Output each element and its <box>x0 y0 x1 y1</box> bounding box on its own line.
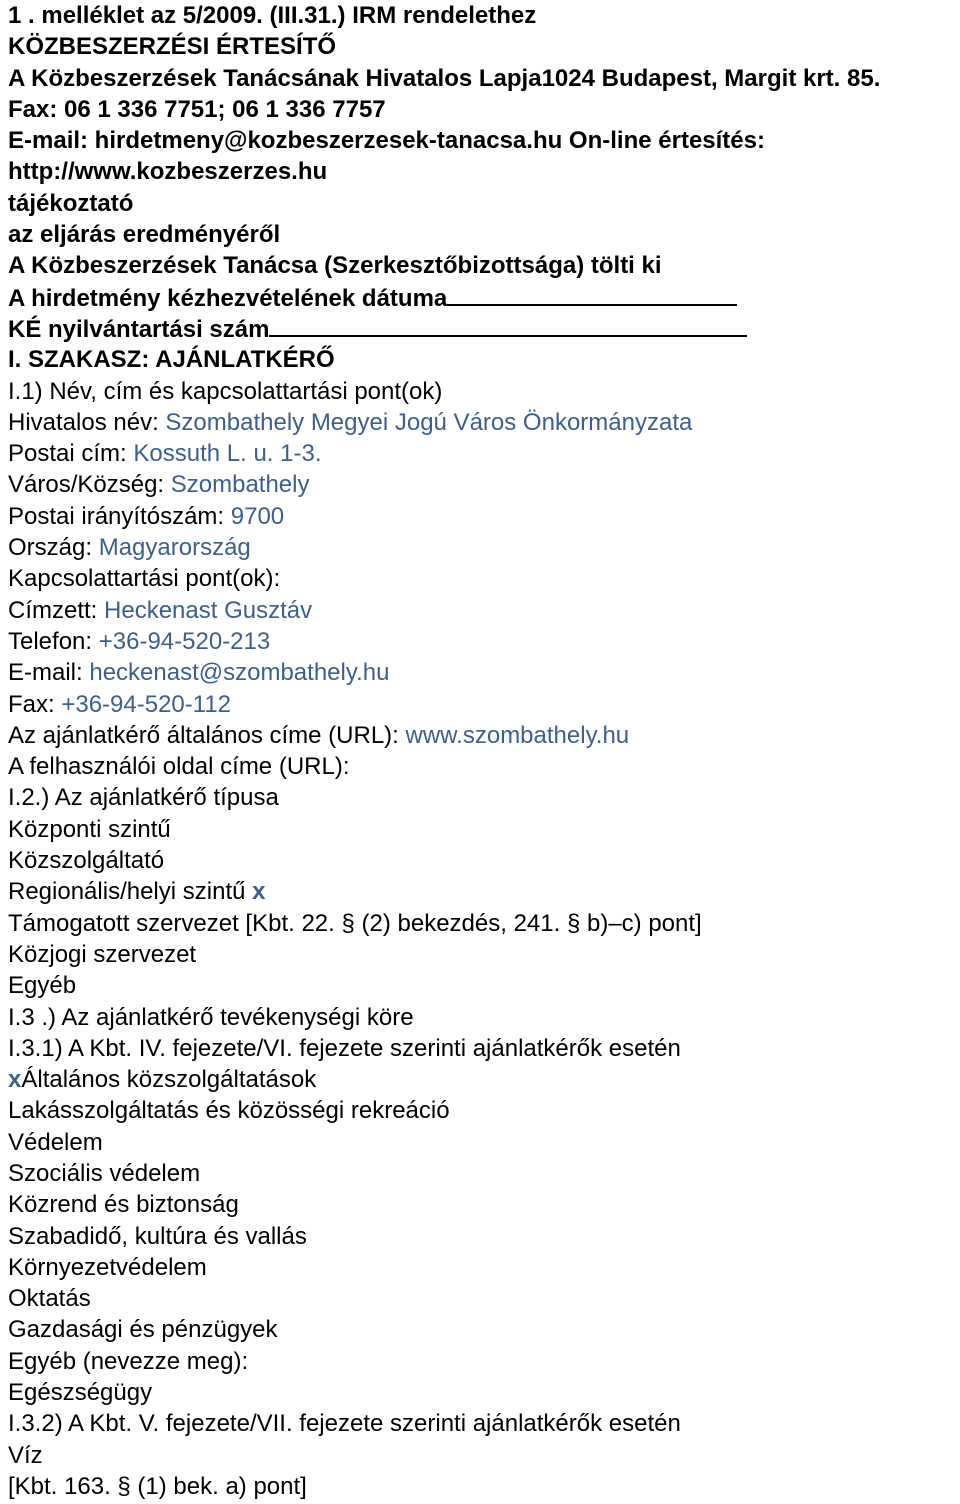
receipt-date-label: A hirdetmény kézhezvételének dátuma <box>8 284 448 312</box>
email-row <box>8 657 953 688</box>
field-label: Címzett: <box>8 596 105 624</box>
gazette-title: KÖZBESZERZÉSI ÉRTESÍTŐ <box>8 33 337 61</box>
official-name-row <box>8 407 953 438</box>
activity-option: Víz <box>8 1441 43 1469</box>
notice-subject: az eljárás eredményéről <box>8 221 281 249</box>
notice-type: tájékoztató <box>8 189 134 217</box>
activity-option: Védelem <box>8 1128 103 1156</box>
addressee-value: Heckenast Gusztáv <box>104 596 313 624</box>
selected-mark: x <box>252 878 266 906</box>
type-option-selected <box>8 876 953 907</box>
receipt-date-row <box>8 282 953 313</box>
filled-by-line: A Közbeszerzések Tanácsa (Szerkesztőbizottsága) tölti ki <box>8 252 662 280</box>
type-option: Közszolgáltató <box>8 847 165 875</box>
activity-option: Környezetvédelem <box>8 1253 207 1281</box>
field-label: Hivatalos név: <box>8 408 166 436</box>
registry-blank <box>269 313 747 337</box>
field-label: Telefon: <box>8 627 99 655</box>
annex-heading: 1 . melléklet az 5/2009. (III.31.) IRM rendelethez <box>8 2 537 29</box>
addressee-row <box>8 595 953 626</box>
activity-option: Egyéb (nevezze meg): <box>8 1347 249 1375</box>
zip-row <box>8 501 953 532</box>
subsection-title: I.3 .) Az ajánlatkérő tevékenységi köre <box>8 1003 414 1031</box>
fax-line: Fax: 06 1 336 7751; 06 1 336 7757 <box>8 95 386 123</box>
phone-row <box>8 626 953 657</box>
fax-value: +36-94-520-112 <box>61 690 232 718</box>
activity-option-selected <box>8 1064 953 1095</box>
city-row <box>8 469 953 500</box>
type-option: Központi szintű <box>8 815 171 843</box>
type-option-label: Regionális/helyi szintű <box>8 878 253 906</box>
city-value: Szombathely <box>170 471 310 499</box>
selected-mark: x <box>8 1066 22 1094</box>
receipt-date-blank <box>447 282 737 306</box>
activity-option: Lakásszolgáltatás és közösségi rekreáció <box>8 1097 450 1125</box>
general-url-value: www.szombathely.hu <box>405 721 630 749</box>
field-label: Postai cím: <box>8 440 134 468</box>
country-row <box>8 532 953 563</box>
field-label: Postai irányítószám: <box>8 502 231 530</box>
document-page <box>8 0 953 1502</box>
fax-row <box>8 689 953 720</box>
activity-option: Oktatás <box>8 1285 91 1313</box>
official-name-value: Szombathely Megyei Jogú Város Önkormányzata <box>165 408 693 436</box>
zip-value: 9700 <box>230 502 285 530</box>
postal-address-value: Kossuth L. u. 1-3. <box>133 440 322 468</box>
subsection-title: I.3.1) A Kbt. IV. fejezete/VI. fejezete szerinti ajánlatkérők esetén <box>8 1034 681 1062</box>
activity-option: Szabadidő, kultúra és vallás <box>8 1222 307 1250</box>
email-line: E-mail: hirdetmeny@kozbeszerzesek-tanacsa.hu On-line értesítés: <box>8 127 765 155</box>
email-value: heckenast@szombathely.hu <box>89 659 390 687</box>
activity-option-label: Általános közszolgáltatások <box>21 1066 317 1094</box>
general-url-row <box>8 720 953 751</box>
legal-reference: [Kbt. 163. § (1) bek. a) pont] <box>8 1472 307 1500</box>
activity-option: Szociális védelem <box>8 1159 201 1187</box>
url-line: http://www.kozbeszerzes.hu <box>8 158 328 186</box>
activity-option: Közrend és biztonság <box>8 1191 239 1219</box>
field-label: Város/Község: <box>8 471 171 499</box>
field-label: Fax: <box>8 690 62 718</box>
field-label: E-mail: <box>8 659 90 687</box>
type-option: Közjogi szervezet <box>8 940 197 968</box>
postal-address-row <box>8 438 953 469</box>
activity-option: Egészségügy <box>8 1379 153 1407</box>
type-option: Egyéb <box>8 972 77 1000</box>
type-option: Támogatott szervezet [Kbt. 22. § (2) bekezdés, 241. § b)–c) pont] <box>8 909 702 937</box>
publisher-line: A Közbeszerzések Tanácsának Hivatalos Lapja1024 Budapest, Margit krt. 85. <box>8 64 881 92</box>
country-value: Magyarország <box>98 534 251 562</box>
subsection-title: I.1) Név, cím és kapcsolattartási pont(ok) <box>8 377 443 405</box>
contact-points-label: Kapcsolattartási pont(ok): <box>8 565 281 593</box>
activity-option: Gazdasági és pénzügyek <box>8 1316 278 1344</box>
buyer-profile-label: A felhasználói oldal címe (URL): <box>8 753 350 781</box>
subsection-title: I.3.2) A Kbt. V. fejezete/VII. fejezete szerinti ajánlatkérők esetén <box>8 1410 681 1438</box>
field-label: Az ajánlatkérő általános címe (URL): <box>8 721 406 749</box>
field-label: Ország: <box>8 534 99 562</box>
phone-value: +36-94-520-213 <box>98 627 271 655</box>
registry-label: KÉ nyilvántartási szám <box>8 315 270 343</box>
registry-row <box>8 313 953 344</box>
subsection-title: I.2.) Az ajánlatkérő típusa <box>8 784 279 812</box>
section-title: I. SZAKASZ: AJÁNLATKÉRŐ <box>8 346 335 374</box>
